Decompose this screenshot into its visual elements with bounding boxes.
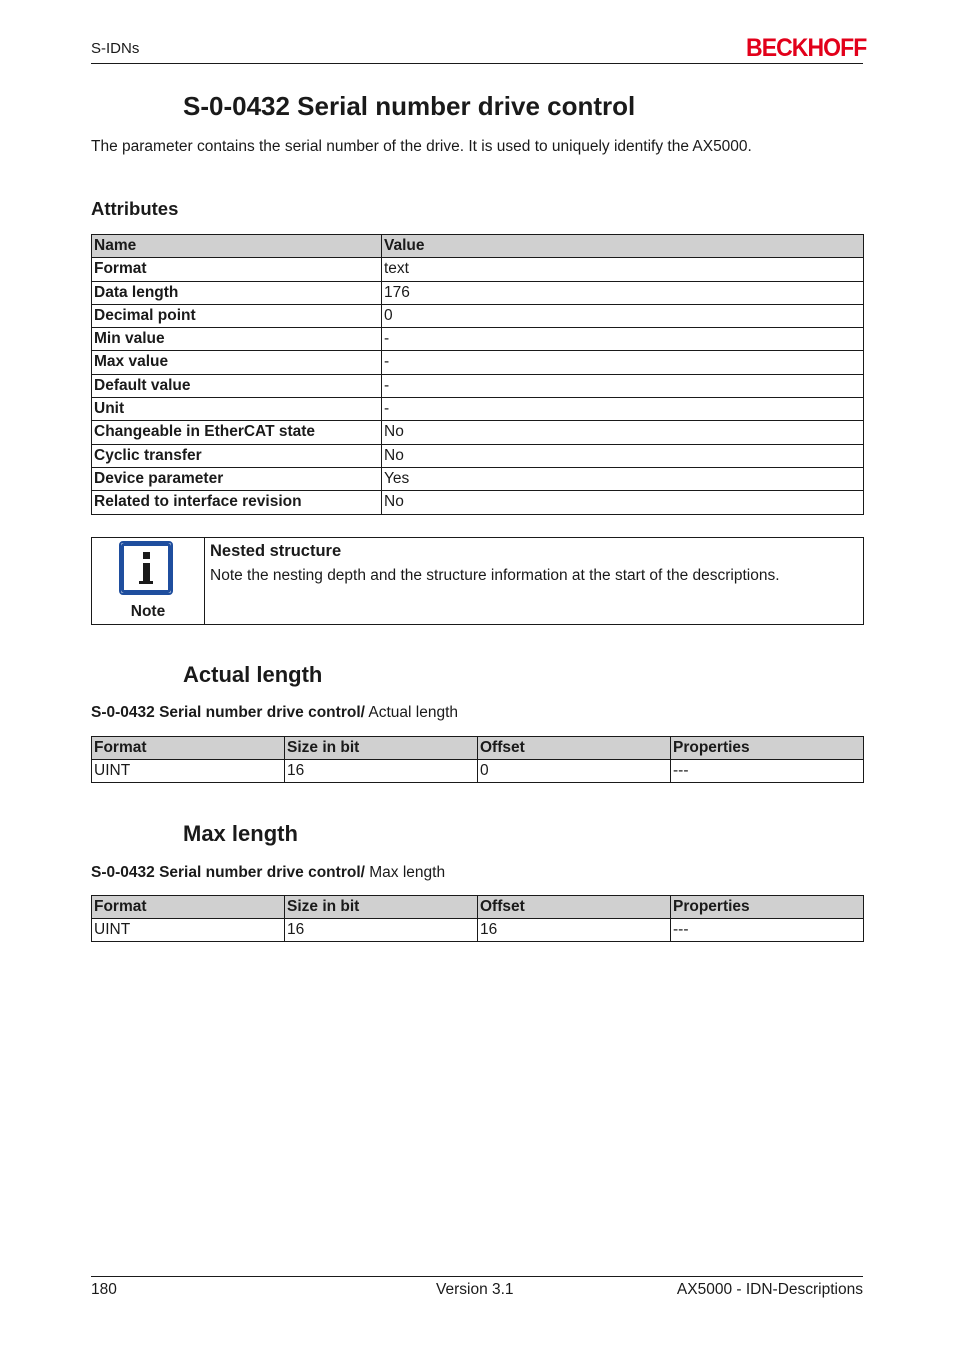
attribute-name: Min value (92, 328, 382, 351)
attributes-heading: Attributes (91, 198, 179, 219)
cell-size: 16 (285, 919, 478, 942)
info-icon (121, 543, 171, 593)
cell-size: 16 (285, 760, 478, 783)
table-row (92, 444, 864, 467)
attribute-value: 0 (382, 304, 864, 327)
actual-length-heading: Actual length (183, 662, 323, 687)
table-row (92, 491, 864, 514)
column-header-offset: Offset (478, 737, 671, 760)
caption-bold: S-0-0432 Serial number drive control/ (91, 704, 365, 721)
table-row (92, 258, 864, 281)
column-header-properties: Properties (671, 896, 864, 919)
attribute-value: - (382, 374, 864, 397)
attribute-value: text (382, 258, 864, 281)
cell-properties: --- (671, 919, 864, 942)
caption-bold: S-0-0432 Serial number drive control/ (91, 864, 365, 881)
table-row (92, 467, 864, 490)
attributes-table (91, 234, 864, 515)
column-header-value: Value (382, 235, 864, 258)
table-row (92, 281, 864, 304)
beckhoff-logo: BECKHOFF (746, 34, 867, 62)
table-row (92, 760, 864, 783)
attribute-name: Decimal point (92, 304, 382, 327)
page-title: S-0-0432 Serial number drive control (183, 91, 636, 121)
table-row (92, 304, 864, 327)
attribute-value: - (382, 351, 864, 374)
note-content (205, 538, 780, 624)
attribute-value: No (382, 491, 864, 514)
actual-length-table (91, 736, 864, 783)
actual-length-caption (91, 704, 458, 722)
attribute-name: Unit (92, 398, 382, 421)
note-icon-cell (92, 538, 205, 624)
cell-properties: --- (671, 760, 864, 783)
table-row (92, 351, 864, 374)
table-row (92, 398, 864, 421)
note-text: Note the nesting depth and the structure information at the start of the descriptions. (210, 567, 780, 584)
caption-rest: Actual length (364, 704, 459, 721)
table-row (92, 328, 864, 351)
attribute-value: No (382, 444, 864, 467)
attribute-name: Format (92, 258, 382, 281)
intro-text: The parameter contains the serial number of the drive. It is used to uniquely identify the AX5000. (91, 138, 752, 155)
note-title: Nested structure (210, 542, 342, 560)
attribute-name: Data length (92, 281, 382, 304)
table-row (92, 919, 864, 942)
table-row (92, 374, 864, 397)
attribute-value: - (382, 398, 864, 421)
cell-format: UINT (92, 919, 285, 942)
max-length-caption (91, 864, 445, 882)
attribute-name: Max value (92, 351, 382, 374)
running-header: S-IDNs (91, 40, 140, 57)
caption-rest: Max length (364, 864, 446, 881)
cell-format: UINT (92, 760, 285, 783)
note-box (91, 537, 864, 625)
column-header-properties: Properties (671, 737, 864, 760)
attribute-value: 176 (382, 281, 864, 304)
document-name: AX5000 - IDN-Descriptions (676, 1281, 863, 1298)
attribute-value: No (382, 421, 864, 444)
column-header-name: Name (92, 235, 382, 258)
footer-divider (91, 1276, 863, 1277)
cell-offset: 0 (478, 760, 671, 783)
attribute-name: Related to interface revision (92, 491, 382, 514)
cell-offset: 16 (478, 919, 671, 942)
attribute-name: Cyclic transfer (92, 444, 382, 467)
version-label: Version 3.1 (436, 1281, 514, 1298)
attribute-name: Default value (92, 374, 382, 397)
column-header-format: Format (92, 737, 285, 760)
column-header-size: Size in bit (285, 896, 478, 919)
attribute-name: Device parameter (92, 467, 382, 490)
max-length-heading: Max length (183, 821, 298, 846)
column-header-format: Format (92, 896, 285, 919)
column-header-offset: Offset (478, 896, 671, 919)
attribute-value: - (382, 328, 864, 351)
column-header-size: Size in bit (285, 737, 478, 760)
attribute-value: Yes (382, 467, 864, 490)
max-length-table (91, 895, 864, 942)
note-label: Note (130, 603, 166, 620)
page-number: 180 (91, 1281, 117, 1298)
header-divider (91, 63, 863, 64)
attribute-name: Changeable in EtherCAT state (92, 421, 382, 444)
table-row (92, 421, 864, 444)
